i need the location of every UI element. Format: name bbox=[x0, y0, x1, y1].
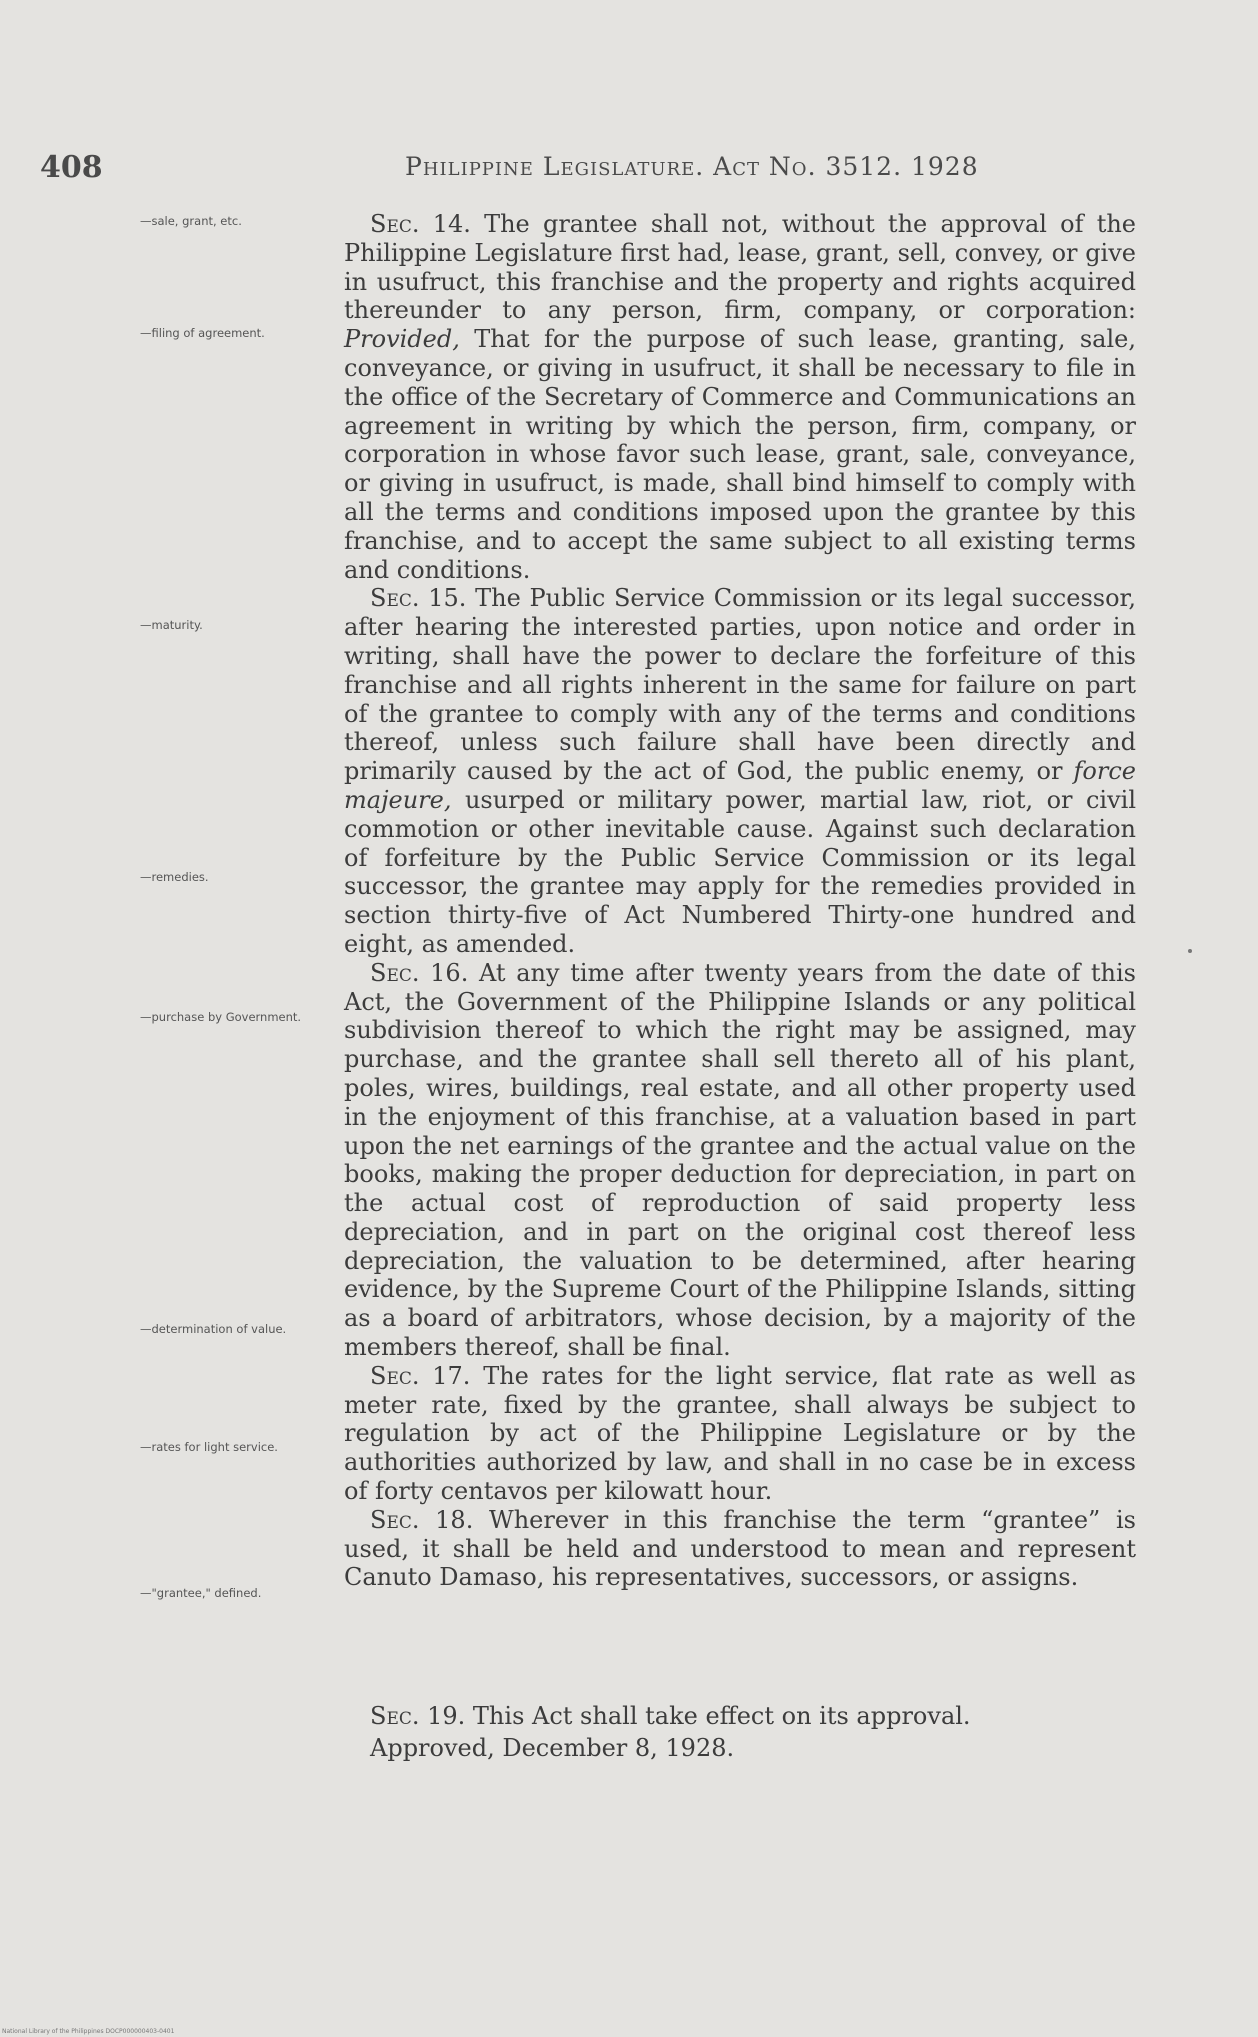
section-label: Sec. 15. bbox=[370, 584, 467, 613]
section-text-cont: usurped or military power, martial law, riot, or civil commotion or other inevitable cause. Against such declaration of forfeiture by the Public Service Commission or its legal successor, the grantee may apply for the remedies provided in section thirty-five of Act Numbered Thirty-one hundred and eight, as amended. bbox=[344, 785, 1136, 958]
section-19 bbox=[344, 1700, 1136, 1732]
margin-note-sale: —sale, grant, etc. bbox=[140, 214, 242, 228]
sections-body bbox=[344, 210, 1136, 1592]
approval-date: Approved, December 8, 1928. bbox=[370, 1734, 735, 1762]
speck-mark bbox=[1188, 949, 1192, 953]
section-text: At any time after twenty years from the date of this Act, the Government of the Philippine Islands or any political subdivision thereof to which the right may be assigned, may purchase, and the grantee shall sell thereto all of his plant, poles, wires, buildings, real estate, and all other property used in the enjoyment of this franchise, at a valuation based in part upon the net earnings of the grantee and the actual value on the books, making the proper deduction for depreciation, in part on the actual cost of reproduction of said property less depreciation, and in part on the original cost thereof less depreciation, the valuation to be determined, after hearing evidence, by the Supreme Court of the Philippine Islands, sitting as a board of arbitrators, whose decision, by a majority of the members thereof, shall be final. bbox=[344, 958, 1136, 1362]
section-text: The grantee shall not, without the approval of the Philippine Legislature first had, lease, grant, sell, convey, or give in usufruct, this franchise and the property and rights acquired thereunder to any person, firm, company, or corporation: bbox=[344, 210, 1136, 325]
section-text: Wherever in this franchise the term “grantee” is used, it shall be held and understood to mean and represent Canuto Damaso, his representatives, successors, or assigns. bbox=[344, 1505, 1136, 1592]
section-14 bbox=[344, 210, 1136, 584]
section-label: Sec. 18. bbox=[370, 1505, 474, 1534]
scan-footer: National Library of the Philippines DOCP000000403-0401 bbox=[2, 2028, 175, 2035]
section-label: Sec. 19. bbox=[370, 1702, 466, 1730]
section-label: Sec. 16. bbox=[370, 958, 469, 987]
section-15 bbox=[344, 584, 1136, 958]
closing-block bbox=[344, 1700, 1136, 1764]
running-head: Philippine Legislature. Act No. 3512. 1928 bbox=[405, 152, 979, 181]
margin-note-remedies: —remedies. bbox=[140, 870, 209, 884]
page-number: 408 bbox=[40, 150, 103, 185]
margin-note-purchase: —purchase by Government. bbox=[140, 1010, 302, 1024]
section-italic: Provided, bbox=[344, 325, 460, 354]
margin-note-grantee: —"grantee," defined. bbox=[140, 1586, 262, 1600]
section-16 bbox=[344, 959, 1136, 1362]
section-text: The Public Service Commission or its legal successor, after hearing the interested parties, upon notice and order in writing, shall have the power to declare the forfeiture of this franchise and all rights inherent in the same for failure on part of the grantee to comply with any of the terms and conditions thereof, unless such failure shall have been directly and primarily caused by the act of God, the public enemy, or bbox=[344, 584, 1136, 786]
margin-note-maturity: —maturity. bbox=[140, 618, 203, 632]
section-italic: force majeure, bbox=[344, 757, 1136, 814]
margin-note-filing: —filing of agreement. bbox=[140, 326, 265, 340]
section-text: This Act shall take effect on its approval. bbox=[465, 1702, 971, 1730]
page-header bbox=[40, 150, 1148, 190]
section-text: The rates for the light service, flat rate as well as meter rate, fixed by the grantee, shall always be subject to regulation by act of the Philippine Legislature or by the authorities authorized by law, and shall in no case be in excess of forty centavos per kilowatt hour. bbox=[344, 1361, 1136, 1506]
margin-note-rates: —rates for light service. bbox=[140, 1440, 278, 1454]
section-text-cont: That for the purpose of such lease, granting, sale, conveyance, or giving in usufruct, it shall be necessary to file in the office of the Secretary of Commerce and Communications an agreement in writing by which the person, firm, company, or corporation in whose favor such lease, grant, sale, conveyance, or giving in usufruct, is made, shall bind himself to comply with all the terms and conditions imposed upon the grantee by this franchise, and to accept the same subject to all existing terms and conditions. bbox=[344, 325, 1136, 584]
section-18 bbox=[344, 1506, 1136, 1592]
section-label: Sec. 14. bbox=[370, 210, 471, 238]
section-17 bbox=[344, 1362, 1136, 1506]
section-label: Sec. 17. bbox=[370, 1361, 471, 1390]
margin-note-valuation: —determination of value. bbox=[140, 1322, 287, 1336]
